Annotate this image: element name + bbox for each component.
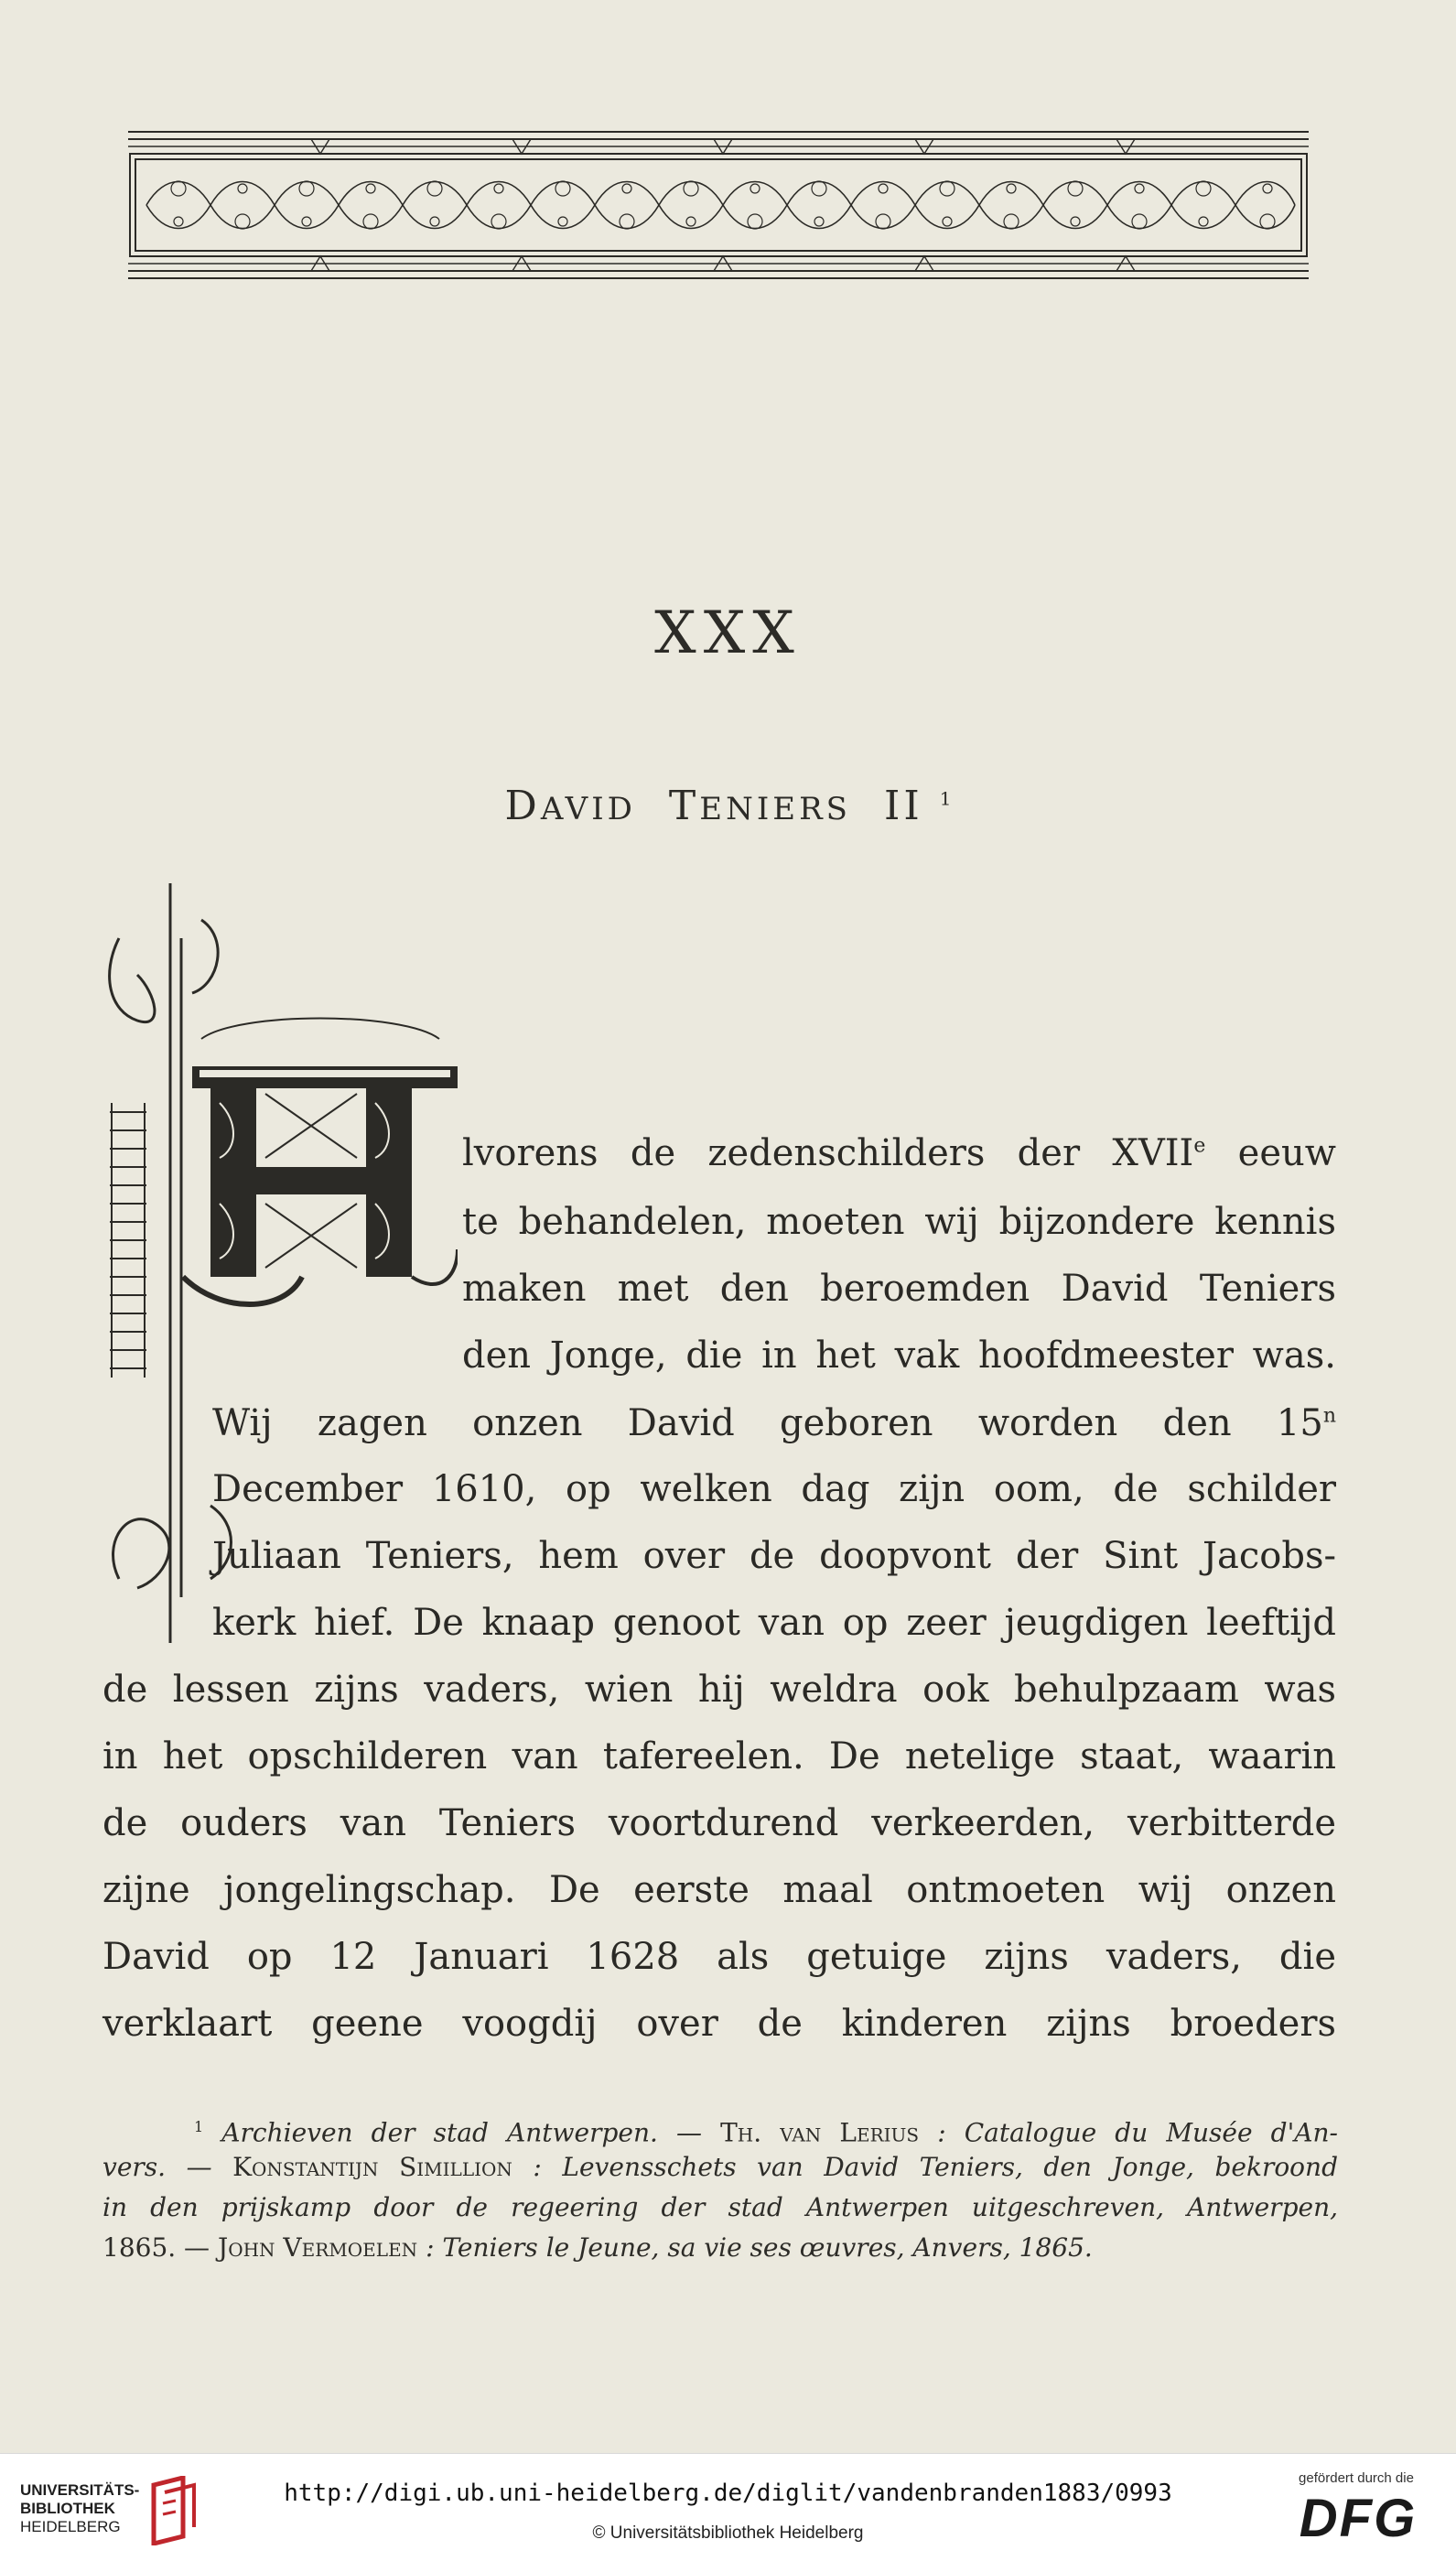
body-line-3: maken met den beroemden David Teniers — [462, 1268, 1336, 1310]
body-line-14: verklaart geene voogdij over de kinderen zijns broeders — [102, 2003, 1336, 2045]
body-line-5: Wij zagen onzen David geboren worden den 15$^n$ — [212, 1402, 1336, 1444]
copyright-notice: © Universitätsbibliothek Heidelberg — [592, 2523, 864, 2543]
body-line-7: Juliaan Teniers, hem over de doopvont der Sint Jacobs- — [212, 1535, 1336, 1577]
body-line-2: te behandelen, moeten wij bijzondere kennis — [462, 1201, 1336, 1243]
body-line-12: zijne jongelingschap. De eerste maal ontmoeten wij onzen — [102, 1869, 1336, 1911]
body-line-10: in het opschilderen van tafereelen. De netelige staat, waarin — [102, 1735, 1336, 1778]
footnote-line-1: $^1$ Archieven der stad Antwerpen. — Th. van Lerius : Catalogue du Musée d'An- — [194, 2117, 1338, 2148]
footnote-ref: 1 — [939, 787, 952, 810]
body-line-13: David op 12 Januari 1628 als getuige zijns vaders, die — [102, 1936, 1336, 1978]
ornamental-header-band — [128, 128, 1309, 282]
permalink-url[interactable]: http://digi.ub.uni-heidelberg.de/diglit/vandenbranden1883/0993 — [284, 2480, 1172, 2507]
footnote-line-4: 1865. — John Vermoelen : Teniers le Jeune, sa vie ses œuvres, Anvers, 1865. — [102, 2232, 1093, 2263]
body-line-4: den Jonge, die in het vak hoofdmeester was. — [462, 1335, 1336, 1377]
body-line-9: de lessen zijns vaders, wien hij weldra ook behulpzaam was — [102, 1669, 1336, 1711]
footnote-line-2: vers. — Konstantijn Simillion : Levensschets van David Teniers, den Jonge, bekroond — [102, 2152, 1338, 2182]
funding-note: gefördert durch die — [1299, 2470, 1414, 2486]
body-line-6: December 1610, op welken dag zijn oom, de schilder — [212, 1468, 1336, 1510]
body-line-1: lvorens de zedenschilders der XVIIe eeuw — [462, 1132, 1337, 1174]
dfg-logo: DFG — [1299, 2489, 1418, 2548]
chapter-title: DAVID TENIERS II $^1$ — [504, 783, 952, 829]
library-name: UNIVERSITÄTS- BIBLIOTHEK HEIDELBERG — [20, 2481, 140, 2535]
body-line-11: de ouders van Teniers voortdurend verkeerden, verbitterde — [102, 1802, 1336, 1844]
chapter-number: XXX — [654, 600, 802, 667]
footer-bar — [0, 2453, 1456, 2561]
decorated-initial-h — [101, 883, 458, 1643]
footnote-line-3: in den prijskamp door de regeering der stad Antwerpen uitgeschreven, Antwerpen, — [102, 2192, 1338, 2222]
body-line-8: kerk hief. De knaap genoot van op zeer jeugdigen leeftijd — [212, 1602, 1336, 1644]
